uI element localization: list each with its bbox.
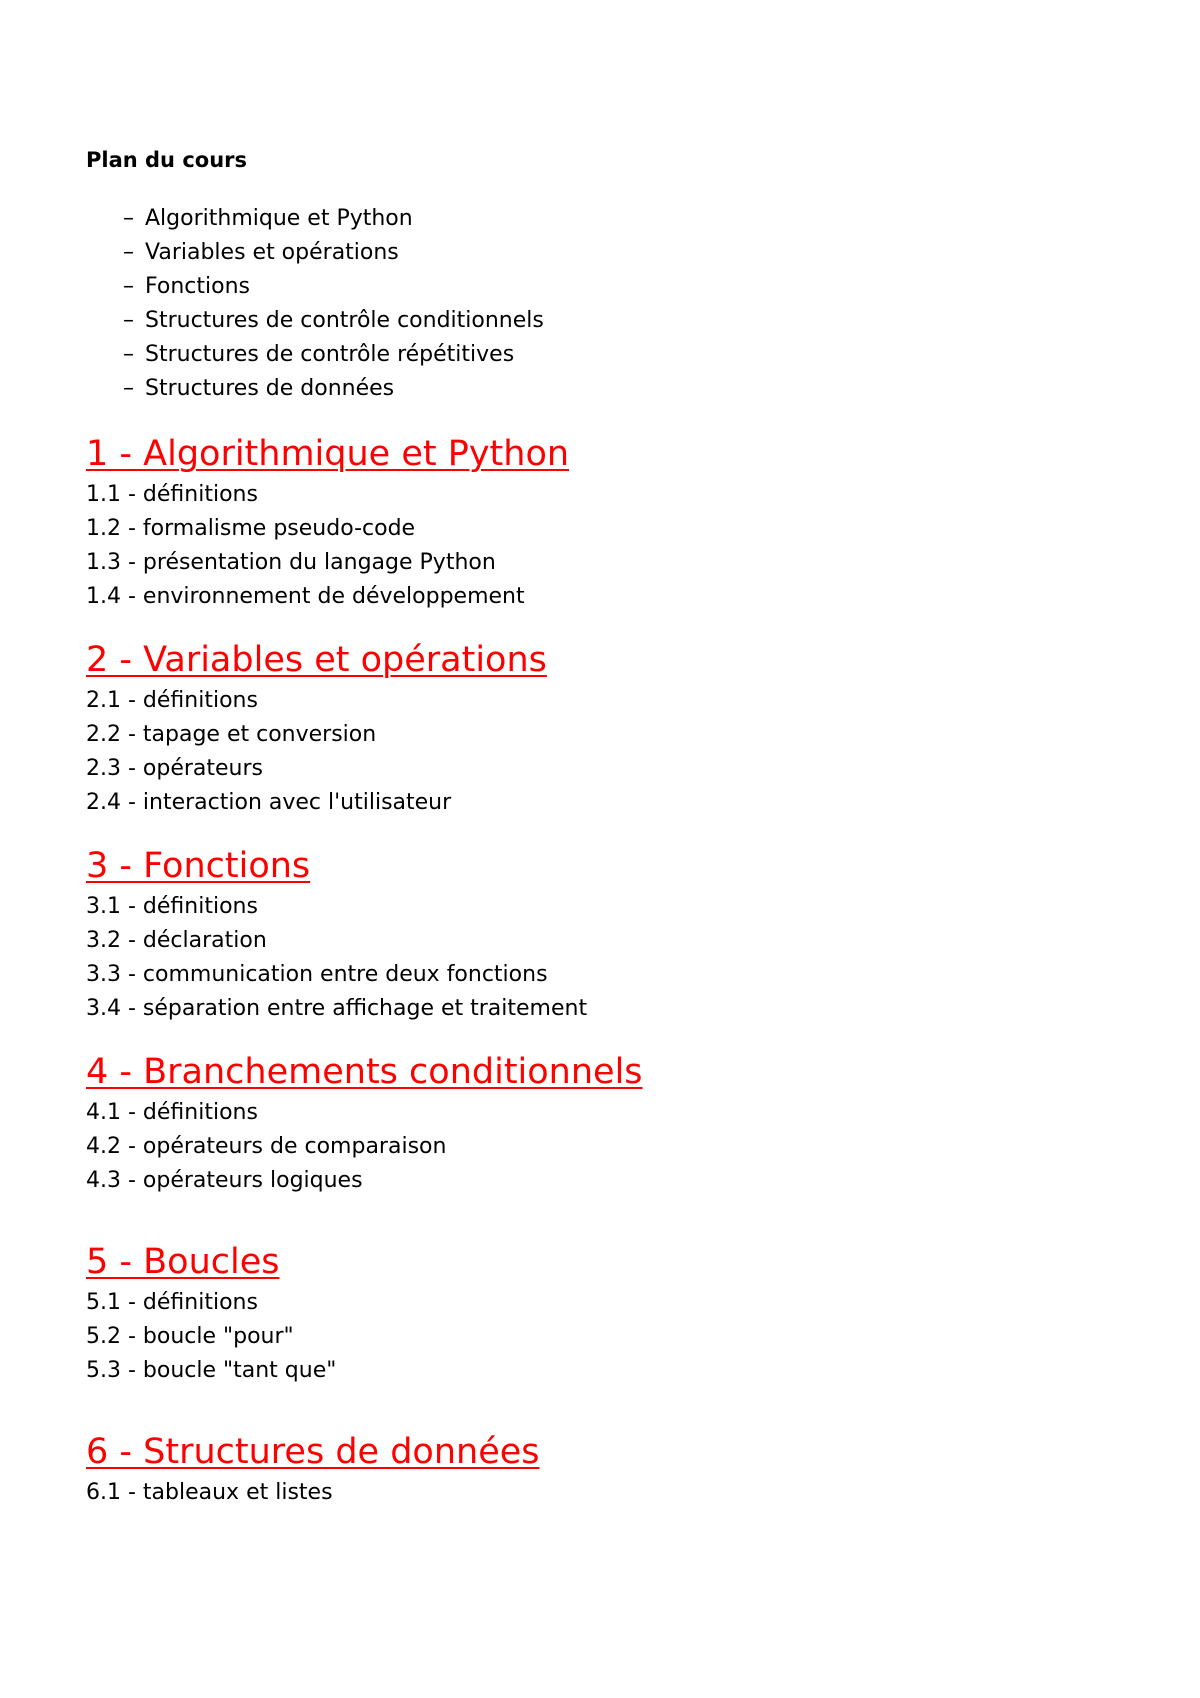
section-heading: 6 - Structures de données [86, 1432, 540, 1472]
subsection-item: 1.3 - présentation du langage Python [86, 550, 496, 575]
subsection-item: 2.4 - interaction avec l'utilisateur [86, 790, 452, 815]
section-5 [86, 1238, 1116, 1388]
plan-item-label: Structures de contrôle conditionnels [145, 308, 544, 333]
subsection-item: 4.2 - opérateurs de comparaison [86, 1134, 447, 1159]
plan-item [123, 236, 1116, 270]
section-4 [86, 1048, 1116, 1198]
subsection-item: 1.2 - formalisme pseudo-code [86, 516, 416, 541]
section-heading: 1 - Algorithmique et Python [86, 434, 570, 474]
subsection-item: 3.3 - communication entre deux fonctions [86, 962, 548, 987]
dash-bullet: – [123, 206, 134, 231]
plan-item-label: Algorithmique et Python [145, 206, 413, 231]
plan-item [123, 372, 1116, 406]
plan-item-label: Fonctions [145, 274, 250, 299]
section-heading: 5 - Boucles [86, 1242, 280, 1282]
plan-item [123, 270, 1116, 304]
subsection-item: 2.1 - définitions [86, 688, 258, 713]
plan-item-label: Structures de contrôle répétitives [145, 342, 515, 367]
dash-bullet: – [123, 376, 134, 401]
subsection-item: 4.1 - définitions [86, 1100, 258, 1125]
section-heading: 3 - Fonctions [86, 846, 311, 886]
subsection-item: 1.1 - définitions [86, 482, 258, 507]
subsection-list [86, 1286, 1116, 1388]
subsection-item: 5.1 - définitions [86, 1290, 258, 1315]
dash-bullet: – [123, 342, 134, 367]
section-heading: 4 - Branchements conditionnels [86, 1052, 643, 1092]
subsection-item: 5.2 - boucle "pour" [86, 1324, 294, 1349]
subsection-list [86, 1096, 1116, 1198]
section-6 [86, 1428, 1116, 1510]
subsection-item: 3.4 - séparation entre affichage et traitement [86, 996, 588, 1021]
section-2 [86, 636, 1116, 820]
dash-bullet: – [123, 274, 134, 299]
document-page [86, 140, 1116, 1510]
section-1 [86, 430, 1116, 614]
subsection-item: 3.2 - déclaration [86, 928, 267, 953]
subsection-item: 2.2 - tapage et conversion [86, 722, 377, 747]
subsection-item: 2.3 - opérateurs [86, 756, 264, 781]
plan-item [123, 202, 1116, 236]
subsection-item: 5.3 - boucle "tant que" [86, 1358, 337, 1383]
dash-bullet: – [123, 240, 134, 265]
dash-bullet: – [123, 308, 134, 333]
plan-title: Plan du cours [86, 148, 247, 172]
subsection-item: 1.4 - environnement de développement [86, 584, 525, 609]
plan-list [86, 202, 1116, 406]
section-3 [86, 842, 1116, 1026]
subsection-item: 4.3 - opérateurs logiques [86, 1168, 363, 1193]
subsection-list [86, 684, 1116, 820]
subsection-list [86, 1476, 1116, 1510]
plan-item-label: Variables et opérations [145, 240, 399, 265]
plan-item [123, 304, 1116, 338]
subsection-item: 3.1 - définitions [86, 894, 258, 919]
plan-item [123, 338, 1116, 372]
section-heading: 2 - Variables et opérations [86, 640, 547, 680]
plan-item-label: Structures de données [145, 376, 395, 401]
subsection-list [86, 478, 1116, 614]
subsection-list [86, 890, 1116, 1026]
subsection-item: 6.1 - tableaux et listes [86, 1480, 333, 1505]
